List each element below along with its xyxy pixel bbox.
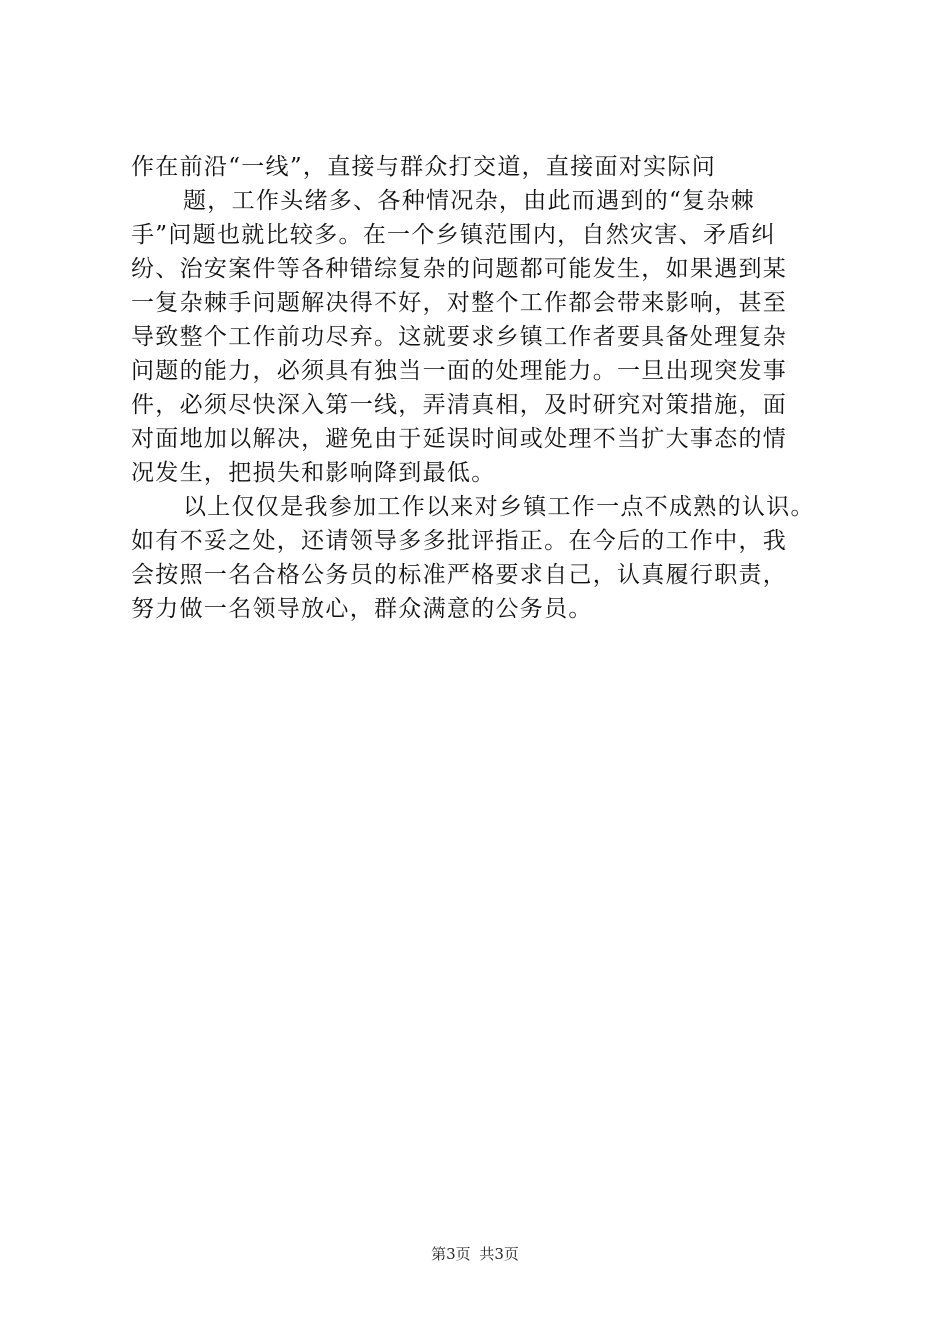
text-line: 以上仅仅是我参加工作以来对乡镇工作一点不成熟的认识。 bbox=[183, 494, 815, 520]
text-line: 会按照一名合格公务员的标准严格要求自己，认真履行职责， bbox=[131, 562, 788, 588]
page-footer bbox=[0, 1244, 950, 1264]
body-text bbox=[131, 150, 831, 626]
text-line: 一复杂棘手问题解决得不好，对整个工作都会带来影响，甚至 bbox=[131, 290, 788, 316]
text-line: 纷、治安案件等各种错综复杂的问题都可能发生，如果遇到某 bbox=[131, 256, 788, 282]
text-line: 作在前沿“一线”，直接与群众打交道，直接面对实际问 bbox=[131, 154, 717, 180]
page-number-current: 第3页 bbox=[431, 1245, 471, 1263]
text-line: 努力做一名领导放心，群众满意的公务员。 bbox=[131, 596, 593, 622]
text-line: 题，工作头绪多、各种情况杂，由此而遇到的“复杂棘 bbox=[183, 188, 755, 214]
text-line: 对面地加以解决，避免由于延误时间或处理不当扩大事态的情 bbox=[131, 426, 788, 452]
text-line: 手”问题也就比较多。在一个乡镇范围内，自然灾害、矛盾纠 bbox=[131, 222, 776, 248]
page-number-total: 共3页 bbox=[479, 1245, 519, 1263]
text-line: 问题的能力，必须具有独当一面的处理能力。一旦出现突发事 bbox=[131, 358, 788, 384]
text-line: 如有不妥之处，还请领导多多批评指正。在今后的工作中，我 bbox=[131, 528, 788, 554]
text-line: 况发生，把损失和影响降到最低。 bbox=[131, 460, 496, 486]
text-line: 件，必须尽快深入第一线，弄清真相，及时研究对策措施，面 bbox=[131, 392, 788, 418]
text-line: 导致整个工作前功尽弃。这就要求乡镇工作者要具备处理复杂 bbox=[131, 324, 788, 350]
